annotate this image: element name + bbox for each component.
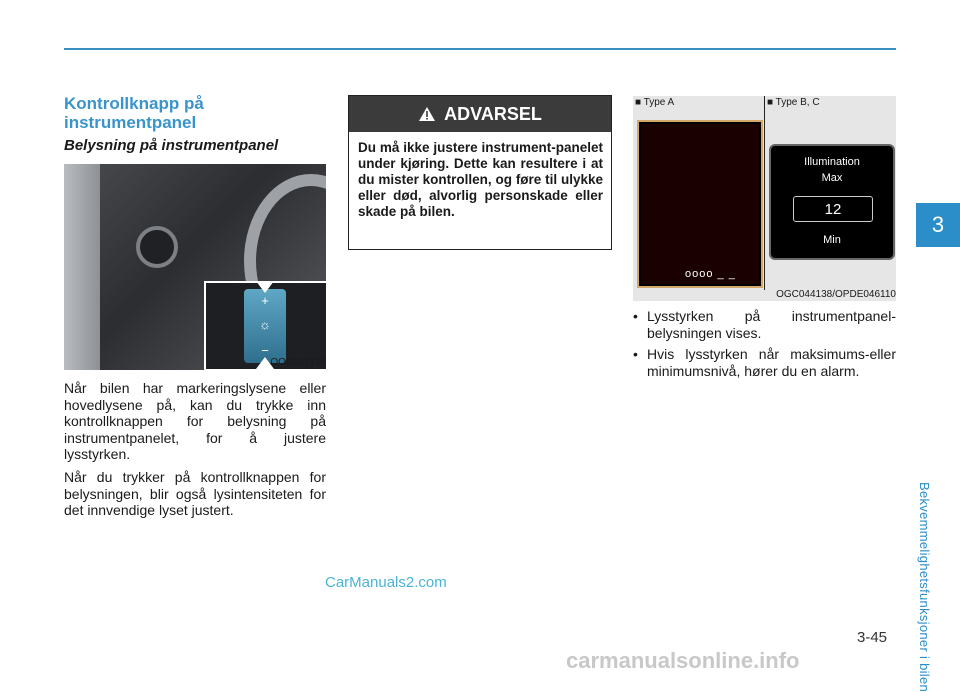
type-a-level-indicator: oooo _ _ <box>685 268 736 280</box>
type-a-screen <box>641 124 759 284</box>
air-vent <box>136 226 178 268</box>
type-a-display <box>637 120 763 288</box>
illumination-level-value: 12 <box>824 200 842 218</box>
max-label: Max <box>821 172 843 184</box>
illumination-level-bar <box>793 196 873 222</box>
subheading: Belysning på instrumentpanel <box>64 137 279 154</box>
watermark[interactable]: CarManuals2.com <box>325 574 447 591</box>
cluster-figure <box>633 96 896 301</box>
photo-caption: OOS047120 <box>270 357 326 368</box>
a-pillar <box>64 164 100 370</box>
illumination-title: Illumination <box>804 156 860 168</box>
type-a-label: ■ Type A <box>635 97 675 108</box>
warning-header <box>349 96 611 132</box>
type-bc-label: ■ Type B, C <box>767 97 820 108</box>
warning-triangle-icon <box>418 106 436 122</box>
warning-title: ADVARSEL <box>444 103 542 124</box>
type-bc-display <box>769 144 895 260</box>
paragraph-2: Når du trykker på kontrollknappen for belysningen, blir også lysintensiteten for det innvendige lyset justert. <box>64 469 326 518</box>
min-label: Min <box>823 234 841 246</box>
illumination-icon: ☼ <box>259 317 271 332</box>
minus-icon: − <box>261 343 269 358</box>
warning-text: Du må ikke justere instrument-panelet under kjøring. Dette kan resultere i at du mister kontrollen, og føre til ulykke eller død, alvorlig personskade eller skade på bilen. <box>358 140 603 219</box>
section-title: Bekvemmelighetsfunksjoner i bilen <box>917 482 932 692</box>
bullet-list <box>633 308 896 384</box>
page-number: 3-45 <box>857 629 888 646</box>
bullet-item: • Hvis lysstyrken når maksimums-eller minimumsnivå, hører du en alarm. <box>633 346 896 379</box>
bullet-item: • Lysstyrken på instrumentpanel-belysningen vises. <box>633 308 896 341</box>
figure-divider <box>764 96 765 290</box>
footer-watermark[interactable]: carmanualsonline.info <box>566 648 800 673</box>
section-number-tab: 3 <box>916 203 960 247</box>
heading: Kontrollknapp på instrumentpanel <box>64 94 204 132</box>
top-rule <box>64 48 896 50</box>
warning-box <box>348 95 612 250</box>
illumination-control-button <box>244 289 286 363</box>
plus-icon: + <box>261 293 269 308</box>
cluster-caption: OGC044138/OPDE046110 <box>776 289 896 300</box>
arrow-down-icon <box>256 281 274 293</box>
paragraph-1: Når bilen har markeringslysene eller hovedlysene på, kan du trykke inn kontrollknappen for belysning på instrumentpanelet, for å justere lysstyrken. <box>64 380 326 462</box>
